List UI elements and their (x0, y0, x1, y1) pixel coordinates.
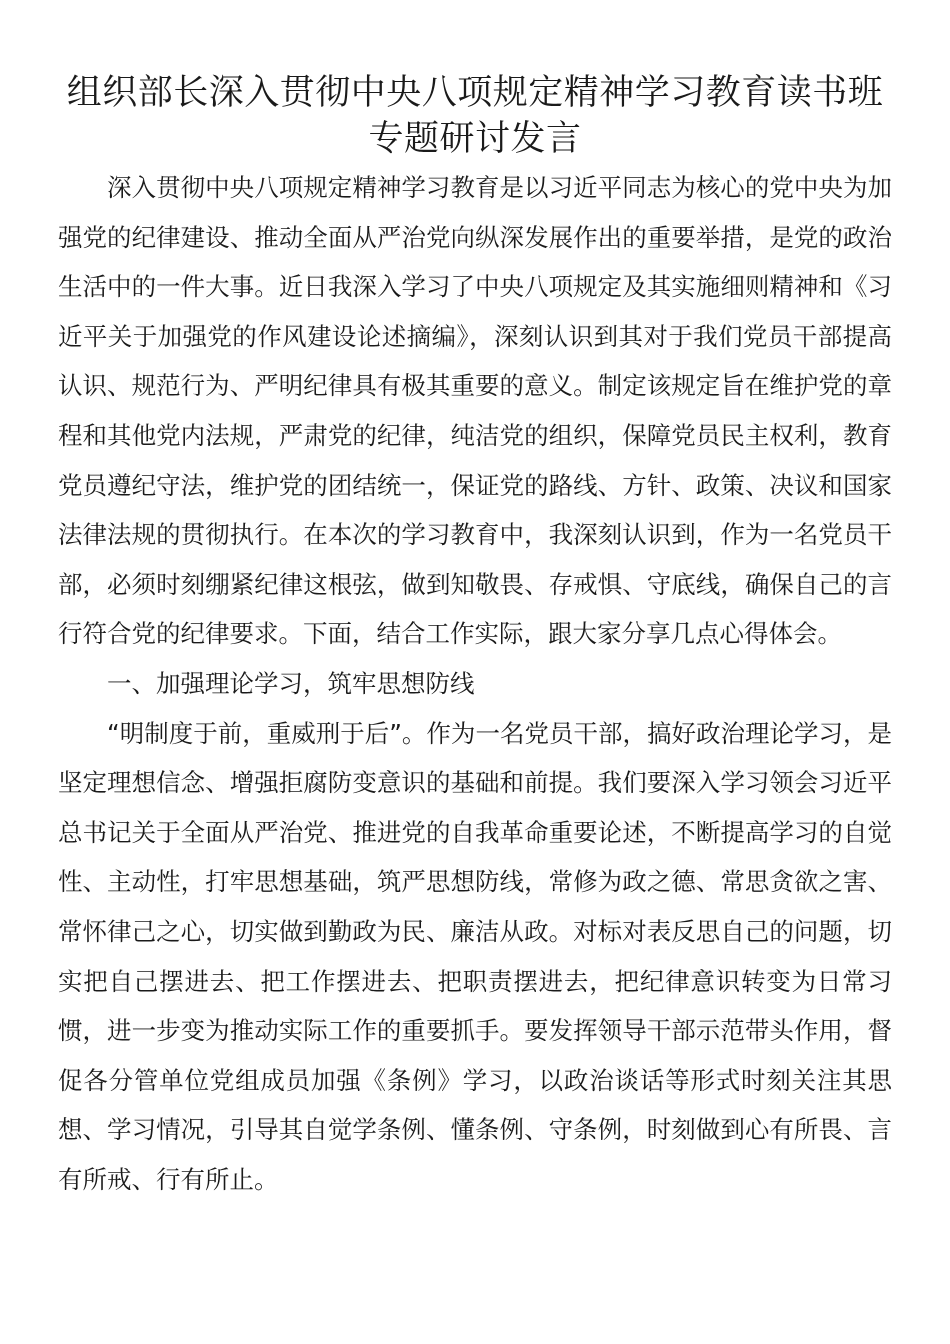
section-paragraph: “明制度于前，重威刑于后”。作为一名党员干部，搞好政治理论学习，是坚定理想信念、增强拒腐防变意识的基础和前提。我们要深入学习领会习近平总书记关于全面从严治党、推进党的自我革命重要论述，不断提高学习的自觉性、主动性，打牢思想基础，筑严思想防线，常修为政之德、常思贪欲之害、常怀律己之心，切实做到勤政为民、廉洁从政。对标对表反思自己的问题，切实把自己摆进去、把工作摆进去、把职责摆进去，把纪律意识转变为日常习惯，进一步变为推动实际工作的重要抓手。要发挥领导干部示范带头作用，督促各分管单位党组成员加强《条例》学习，以政治谈话等形式时刻关注其思想、学习情况，引导其自觉学条例、懂条例、守条例，时刻做到心有所畏、言有所戒、行有所止。 (58, 718, 892, 1194)
document-title-line-1: 组织部长深入贯彻中央八项规定精神学习教育读书班 (66, 73, 884, 113)
intro-paragraph: 深入贯彻中央八项规定精神学习教育是以习近平同志为核心的党中央为加强党的纪律建设、推动全面从严治党向纵深发展作出的重要举措，是党的政治生活中的一件大事。近日我深入学习了中央八项规定及其实施细则精神和《习近平关于加强党的作风建设论述摘编》，深刻认识到其对于我们党员干部提高认识、规范行为、严明纪律具有极其重要的意义。制定该规定旨在维护党的章程和其他党内法规，严肃党的纪律，纯洁党的组织，保障党员民主权利，教育党员遵纪守法，维护党的团结统一，保证党的路线、方针、政策、决议和国家法律法规的贯彻执行。在本次的学习教育中，我深刻认识到，作为一名党员干部，必须时刻绷紧纪律这根弦，做到知敬畏、存戒惧、守底线，确保自己的言行符合党的纪律要求。下面，结合工作实际，跟大家分享几点心得体会。 (58, 173, 892, 649)
document-title-line-2: 专题研讨发言 (368, 119, 582, 159)
section-heading: 一、加强理论学习，筑牢思想防线 (107, 668, 475, 698)
document-body (58, 163, 892, 1204)
